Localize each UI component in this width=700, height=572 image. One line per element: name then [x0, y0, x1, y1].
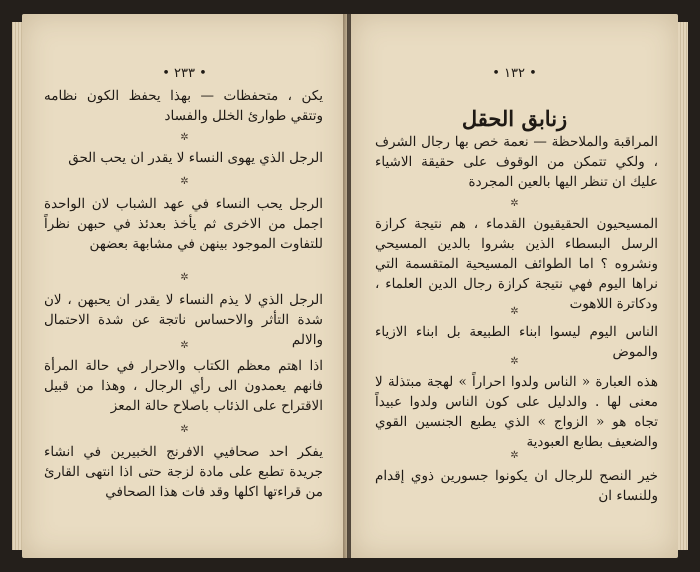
separator-star: ✲ — [180, 340, 189, 351]
right-page — [351, 14, 678, 558]
paragraph: المراقبة والملاحظة — نعمة خص بها رجال الشرف ، ولكي تتمكن من الوقوف على حقيقة الاشياء عليك ان تنظر اليها بالعين المجردة — [375, 134, 658, 190]
separator-star: ✲ — [510, 356, 519, 367]
paragraph: الناس اليوم ليسوا ابناء الطبيعة بل ابناء الازياء والموض — [375, 324, 658, 360]
separator-star: ✲ — [180, 176, 189, 187]
paragraph: الرجل يحب النساء في عهد الشباب لان الواحدة اجمل من الاخرى ثم يأخذ بعدئذ في حبهن نظراً للتفاوت الموجود بينهن في مشابهة بعضهن — [44, 196, 323, 252]
paragraph: يكن ، متحفظات — بهذا يحفظ الكون نظامه وتتقي طوارئ الخلل والفساد — [44, 88, 323, 124]
separator-star: ✲ — [180, 132, 189, 143]
separator-star: ✲ — [180, 272, 189, 283]
page-edges-left — [12, 22, 22, 550]
left-page — [22, 14, 347, 558]
separator-star: ✲ — [180, 424, 189, 435]
separator-star: ✲ — [510, 306, 519, 317]
paragraph: هذه العبارة « الناس ولدوا احراراً » لهجة مبتذلة لا معنى لها . والدليل على كون الناس ولدوا عبيداً تجاه هو « الزواج » الذي يطبع الجنسين القوي والضعيف بطابع العبودية — [375, 374, 658, 450]
page-number: • ١٣٢ • — [492, 66, 537, 81]
separator-star: ✲ — [510, 198, 519, 209]
paragraph: خير النصح للرجال ان يكونوا جسورين ذوي إقدام وللنساء ان — [375, 468, 658, 504]
separator-star: ✲ — [510, 450, 519, 461]
page-edges-right — [678, 22, 688, 550]
chapter-title: زنابق الحقل — [461, 106, 568, 131]
paragraph: الرجل الذي لا يذم النساء لا يقدر ان يحبهن ، لان شدة التأثر والاحساس ناتجة عن شدة الاحتمال والالم — [44, 292, 323, 348]
page-number: • ٢٣٣ • — [162, 66, 207, 81]
paragraph: يفكر احد صحافيي الافرنج الخبيرين في انشاء جريدة تطبع على مادة لزجة حتى اذا انتهى القارئ من قراءتها اكلها وقد فات هذا الصحافي — [44, 444, 323, 500]
paragraph: اذا اهتم معظم الكتاب والاحرار في حالة المرأة فانهم يعمدون الى رأي الرجال ، وهذا من قبيل الاقتراح على الذئاب باصلاح حالة المعز — [44, 358, 323, 414]
paragraph: الرجل الذي يهوى النساء لا يقدر ان يحب الحق — [68, 150, 323, 166]
paragraph: المسيحيون الحقيقيون القدماء ، هم نتيجة كرازة الرسل البسطاء الذين بشروا بالدين المسيحي ونشروه ؟ اما الطوائف المسيحية المتقسمة التي نراها اليوم فهي نتيجة كرازة رجال الدين العلماء ، ودكاترة اللاهوت — [375, 216, 658, 312]
